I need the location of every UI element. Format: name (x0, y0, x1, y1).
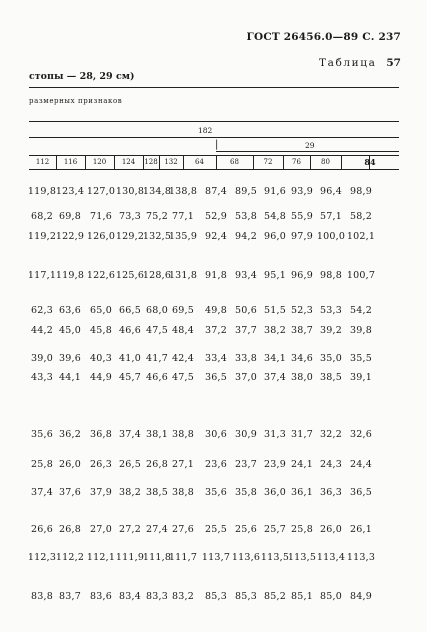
table-cell: 66,5 (119, 305, 141, 316)
column-header: 112 (35, 158, 50, 166)
table-cell: 113,5 (260, 552, 290, 563)
table-cell: 138,8 (168, 186, 198, 197)
table-cell: 83,2 (172, 591, 194, 602)
table-cell: 57,1 (320, 211, 342, 222)
table-cell: 52,9 (205, 211, 227, 222)
table-cell: 97,9 (291, 231, 313, 242)
table-cell: 37,2 (205, 325, 227, 336)
table-cell: 46,6 (146, 372, 168, 383)
table-cell: 38,5 (320, 372, 342, 383)
table-number: 57 (386, 57, 401, 69)
column-header: 128 (144, 158, 158, 166)
table-cell: 96,4 (320, 186, 342, 197)
table-cell: 40,3 (90, 353, 112, 364)
table-cell: 58,2 (350, 211, 372, 222)
table-cell: 35,6 (31, 429, 53, 440)
table-cell: 38,2 (119, 487, 141, 498)
table-cell: 93,4 (235, 270, 257, 281)
table-cell: 130,8 (115, 186, 145, 197)
table-cell: 27,0 (90, 524, 112, 535)
table-cell: 83,4 (119, 591, 141, 602)
table-cell: 135,9 (168, 231, 198, 242)
table-cell: 32,2 (320, 429, 342, 440)
table-cell: 71,6 (90, 211, 112, 222)
table-cell: 36,3 (320, 487, 342, 498)
table-cell: 53,8 (235, 211, 257, 222)
table-cell: 85,2 (264, 591, 286, 602)
table-cell: 119,8 (27, 186, 57, 197)
table-cell: 93,9 (291, 186, 313, 197)
table-cell: 77,1 (172, 211, 194, 222)
table-cell: 125,6 (115, 270, 145, 281)
table-cell: 25,5 (205, 524, 227, 535)
table-cell: 83,7 (59, 591, 81, 602)
table-cell: 111,9 (115, 552, 145, 563)
table-cell: 127,0 (86, 186, 116, 197)
table-cell: 131,8 (168, 270, 198, 281)
table-cell: 98,8 (320, 270, 342, 281)
table-cell: 26,3 (90, 459, 112, 470)
table-cell: 51,5 (264, 305, 286, 316)
column-header: 120 (92, 158, 107, 166)
group-label-sub: 29 (305, 141, 315, 150)
column-header: 132 (164, 158, 178, 166)
table-cell: 43,3 (31, 372, 53, 383)
table-cell: 36,5 (205, 372, 227, 383)
table-cell: 84,9 (350, 591, 372, 602)
table-cell: 26,5 (119, 459, 141, 470)
table-cell: 89,5 (235, 186, 257, 197)
table-cell: 35,8 (235, 487, 257, 498)
table-cell: 24,1 (291, 459, 313, 470)
table-cell: 37,6 (59, 487, 81, 498)
table-cell: 32,6 (350, 429, 372, 440)
table-cell: 25,8 (291, 524, 313, 535)
table-cell: 113,4 (316, 552, 346, 563)
table-cell: 26,1 (350, 524, 372, 535)
table-cell: 27,1 (172, 459, 194, 470)
table-cell: 23,6 (205, 459, 227, 470)
table-cell: 44,1 (59, 372, 81, 383)
table-cell: 23,7 (235, 459, 257, 470)
table-cell: 27,6 (172, 524, 194, 535)
table-cell: 83,6 (90, 591, 112, 602)
table-cell: 39,2 (320, 325, 342, 336)
table-cell: 52,3 (291, 305, 313, 316)
table-top-rule (29, 121, 399, 122)
table-cell: 112,3 (27, 552, 57, 563)
table-cell: 85,3 (235, 591, 257, 602)
table-cell: 73,3 (119, 211, 141, 222)
table-cell: 36,0 (264, 487, 286, 498)
table-cell: 85,0 (320, 591, 342, 602)
table-cell: 126,0 (86, 231, 116, 242)
table-cell: 42,4 (172, 353, 194, 364)
table-cell: 38,5 (146, 487, 168, 498)
table-cell: 25,7 (264, 524, 286, 535)
table-cell: 83,8 (31, 591, 53, 602)
group-top-rule (29, 137, 399, 138)
table-cell: 46,6 (119, 325, 141, 336)
table-cell: 113,7 (201, 552, 231, 563)
table-cell: 41,7 (146, 353, 168, 364)
table-cell: 119,8 (55, 270, 85, 281)
section-label: размерных признаков (29, 97, 123, 105)
table-cell: 113,3 (346, 552, 376, 563)
table-cell: 50,6 (235, 305, 257, 316)
table-cell: 53,3 (320, 305, 342, 316)
table-cell: 37,4 (119, 429, 141, 440)
column-header: 68 (230, 158, 239, 166)
table-cell: 102,1 (346, 231, 376, 242)
table-cell: 85,1 (291, 591, 313, 602)
table-cell: 41,0 (119, 353, 141, 364)
table-cell: 47,5 (146, 325, 168, 336)
table-cell: 117,1 (27, 270, 57, 281)
table-title (319, 57, 401, 69)
table-cell: 129,2 (115, 231, 145, 242)
column-header: 64 (195, 158, 204, 166)
column-header: 80 (321, 158, 330, 166)
column-header: 76 (292, 158, 301, 166)
table-cell: 36,5 (350, 487, 372, 498)
table-cell: 96,0 (264, 231, 286, 242)
table-cell: 24,4 (350, 459, 372, 470)
table-cell: 63,6 (59, 305, 81, 316)
table-cell: 87,4 (205, 186, 227, 197)
table-cell: 48,4 (172, 325, 194, 336)
table-title-word: Таблица (319, 57, 377, 69)
table-cell: 132,5 (142, 231, 172, 242)
page-header: ГОСТ 26456.0—89 С. 237 (246, 31, 401, 43)
group-label-top: 182 (198, 126, 213, 135)
column-header: 84 (364, 157, 376, 167)
table-cell: 45,7 (119, 372, 141, 383)
table-cell: 36,8 (90, 429, 112, 440)
table-cell: 62,3 (31, 305, 53, 316)
table-cell: 37,4 (31, 487, 53, 498)
table-cell: 113,5 (287, 552, 317, 563)
table-cell: 44,2 (31, 325, 53, 336)
table-cell: 37,4 (264, 372, 286, 383)
table-cell: 122,9 (55, 231, 85, 242)
table-cell: 30,6 (205, 429, 227, 440)
table-cell: 27,2 (119, 524, 141, 535)
table-cell: 54,8 (264, 211, 286, 222)
table-cell: 38,1 (146, 429, 168, 440)
table-cell: 37,7 (235, 325, 257, 336)
table-cell: 91,6 (264, 186, 286, 197)
table-cell: 38,8 (172, 429, 194, 440)
column-header: 124 (121, 158, 136, 166)
table-cell: 26,8 (59, 524, 81, 535)
table-cell: 112,1 (86, 552, 116, 563)
table-cell: 128,6 (142, 270, 172, 281)
table-cell: 35,0 (320, 353, 342, 364)
table-cell: 25,8 (31, 459, 53, 470)
table-cell: 100,0 (316, 231, 346, 242)
table-cell: 36,1 (291, 487, 313, 498)
table-cell: 37,0 (235, 372, 257, 383)
table-cell: 85,3 (205, 591, 227, 602)
table-cell: 75,2 (146, 211, 168, 222)
table-cell: 34,1 (264, 353, 286, 364)
table-cell: 39,8 (350, 325, 372, 336)
table-cell: 31,3 (264, 429, 286, 440)
table-cell: 37,9 (90, 487, 112, 498)
table-cell: 69,5 (172, 305, 194, 316)
table-cell: 55,9 (291, 211, 313, 222)
table-cell: 38,2 (264, 325, 286, 336)
table-cell: 33,8 (235, 353, 257, 364)
table-cell: 39,0 (31, 353, 53, 364)
table-cell: 123,4 (55, 186, 85, 197)
table-cell: 36,2 (59, 429, 81, 440)
table-cell: 26,6 (31, 524, 53, 535)
table-cell: 23,9 (264, 459, 286, 470)
table-cell: 95,1 (264, 270, 286, 281)
table-cell: 83,3 (146, 591, 168, 602)
table-cell: 92,4 (205, 231, 227, 242)
table-cell: 38,0 (291, 372, 313, 383)
table-cell: 26,0 (320, 524, 342, 535)
table-cell: 134,8 (142, 186, 172, 197)
group-sub-rule (216, 151, 399, 152)
table-cell: 45,8 (90, 325, 112, 336)
table-cell: 38,8 (172, 487, 194, 498)
table-cell: 31,7 (291, 429, 313, 440)
column-header: 72 (263, 158, 273, 166)
column-header: 116 (63, 158, 78, 166)
table-cell: 44,9 (90, 372, 112, 383)
table-cell: 35,5 (350, 353, 372, 364)
table-cell: 27,4 (146, 524, 168, 535)
table-cell: 49,8 (205, 305, 227, 316)
table-cell: 68,0 (146, 305, 168, 316)
table-cell: 100,7 (346, 270, 376, 281)
table-cell: 111,8 (142, 552, 172, 563)
table-cell: 30,9 (235, 429, 257, 440)
table-cell: 122,6 (86, 270, 116, 281)
table-cell: 39,6 (59, 353, 81, 364)
table-cell: 45,0 (59, 325, 81, 336)
table-cell: 24,3 (320, 459, 342, 470)
table-cell: 35,6 (205, 487, 227, 498)
group-label-separator: | (215, 139, 219, 150)
table-cell: 111,7 (168, 552, 198, 563)
table-cell: 65,0 (90, 305, 112, 316)
table-cell: 39,1 (350, 372, 372, 383)
table-cell: 113,6 (231, 552, 261, 563)
colhead-bottom-rule (29, 169, 399, 170)
table-cell: 38,7 (291, 325, 313, 336)
table-cell: 25,6 (235, 524, 257, 535)
table-cell: 26,8 (146, 459, 168, 470)
table-cell: 98,9 (350, 186, 372, 197)
table-cell: 96,9 (291, 270, 313, 281)
table-subtitle: стопы — 28, 29 см) (29, 71, 135, 82)
table-cell: 34,6 (291, 353, 313, 364)
table-cell: 119,2 (27, 231, 57, 242)
table-cell: 94,2 (235, 231, 257, 242)
table-cell: 26,0 (59, 459, 81, 470)
table-cell: 68,2 (31, 211, 53, 222)
table-cell: 33,4 (205, 353, 227, 364)
table-cell: 54,2 (350, 305, 372, 316)
table-cell: 69,8 (59, 211, 81, 222)
table-cell: 91,8 (205, 270, 227, 281)
subtitle-rule (29, 87, 399, 88)
table-cell: 112,2 (55, 552, 85, 563)
table-cell: 47,5 (172, 372, 194, 383)
